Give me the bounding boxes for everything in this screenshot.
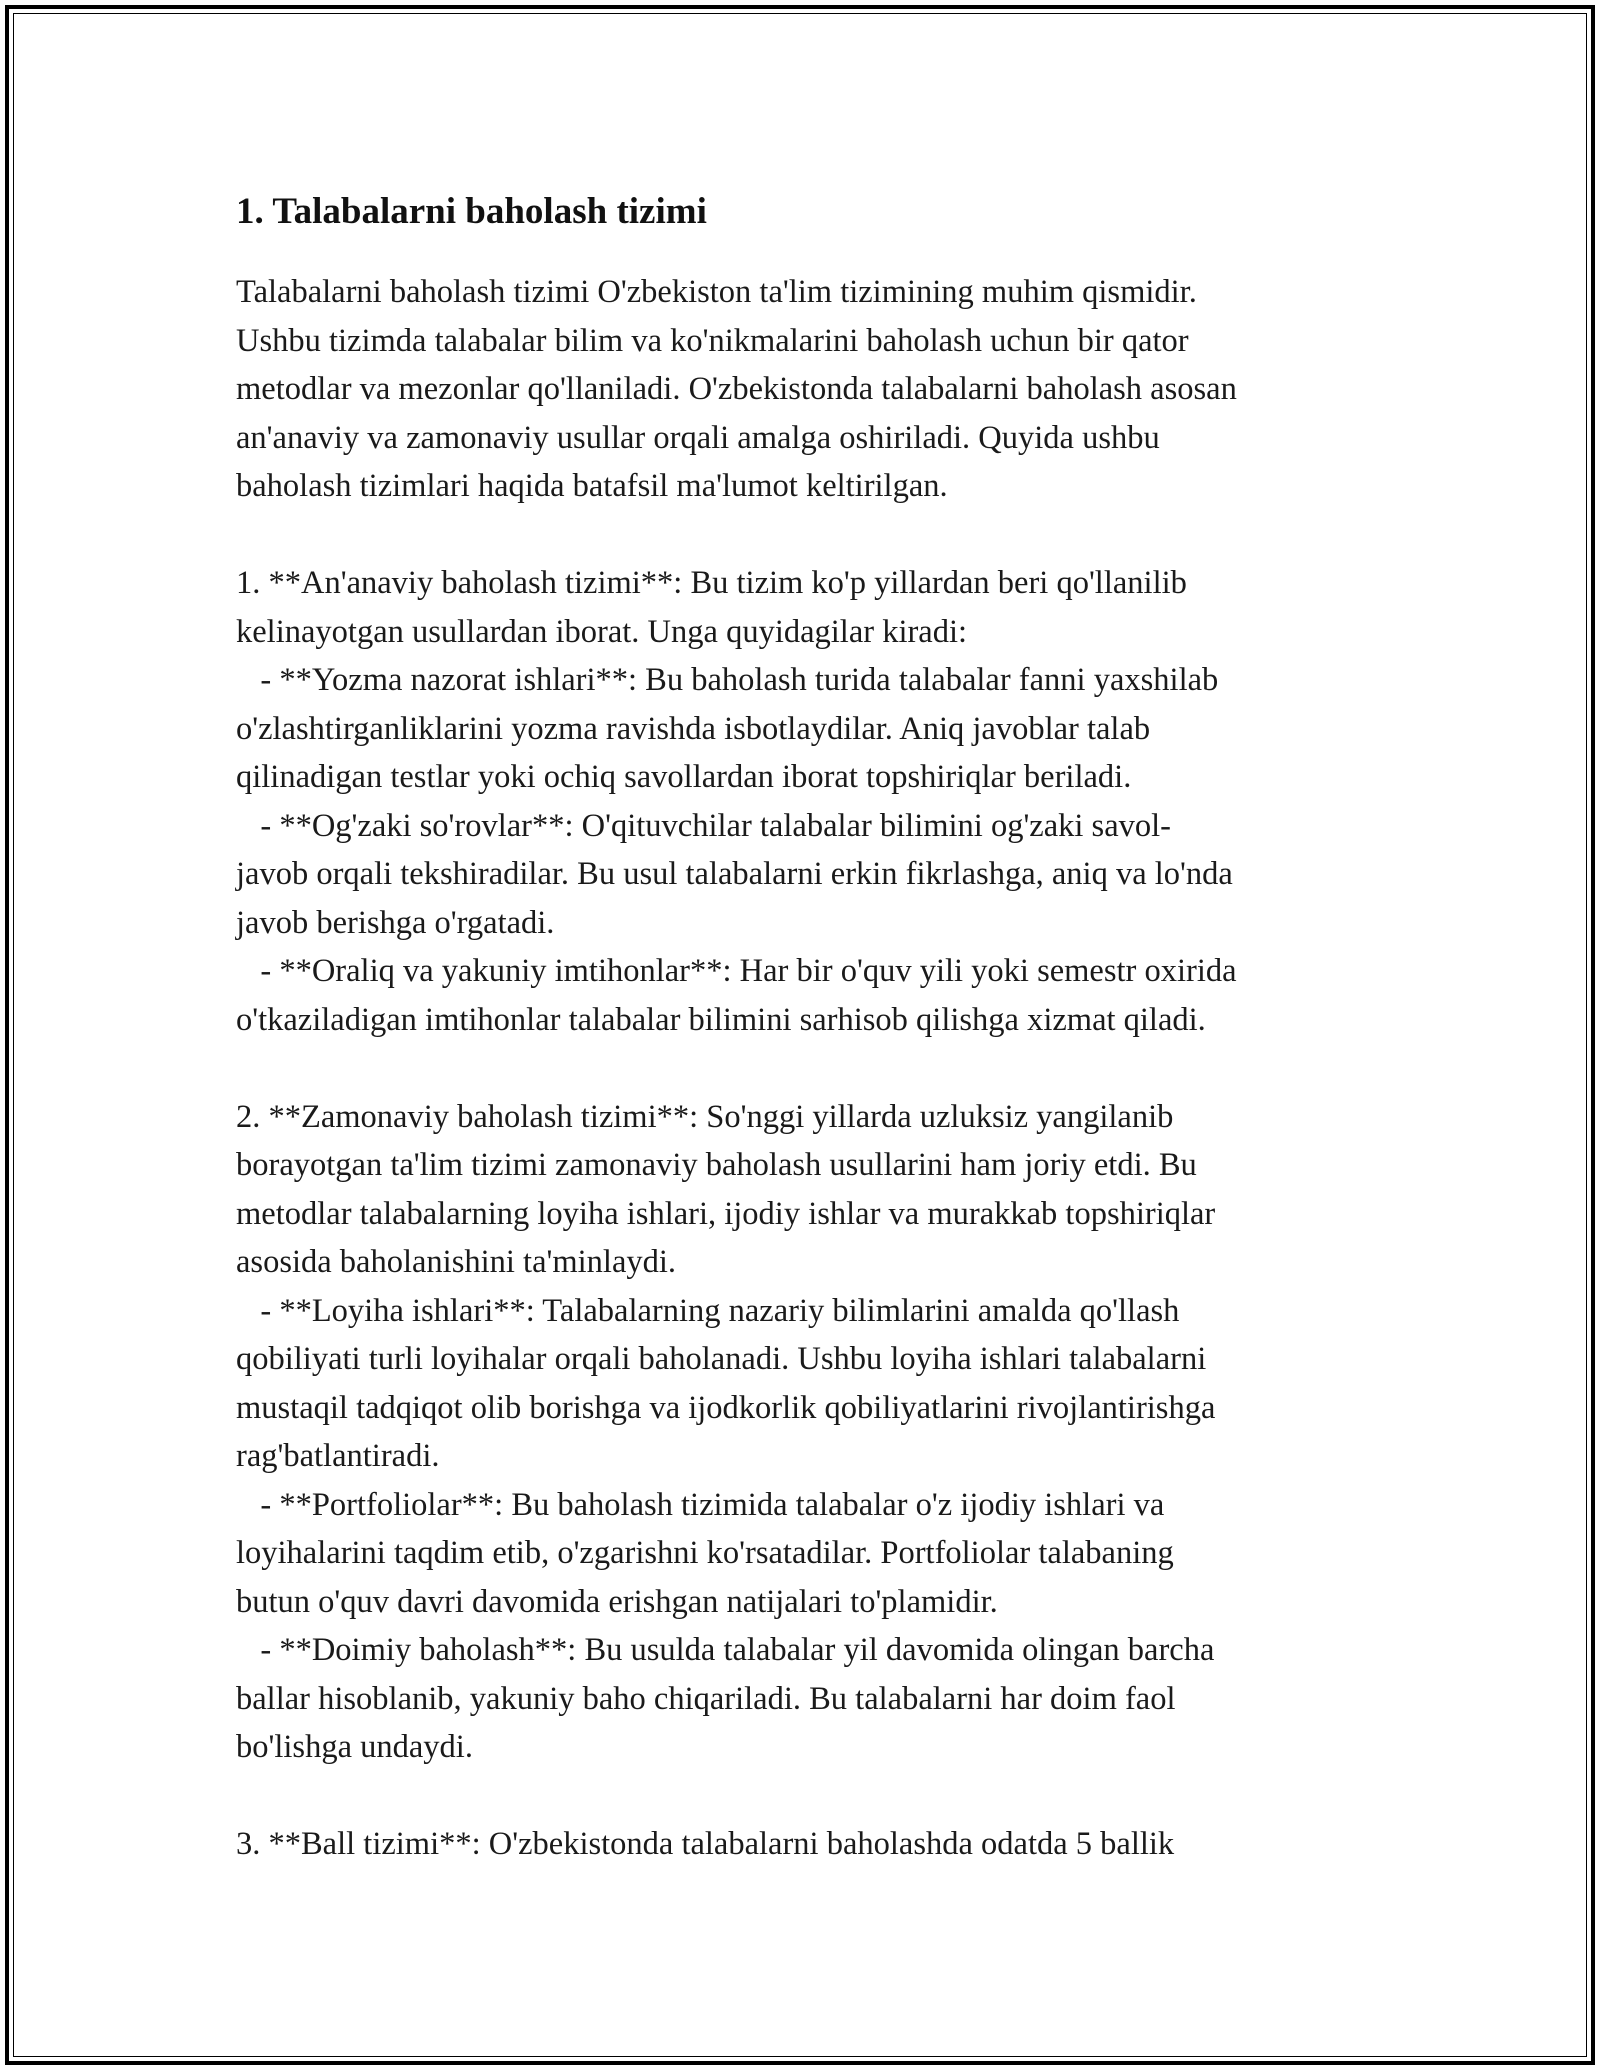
document-title: 1. Talabalarni baholash tizimi xyxy=(236,191,707,232)
document-content xyxy=(236,188,1376,1869)
document-body: Talabalarni baholash tizimi O'zbekiston ta'lim tizimining muhim qismidir. Ushbu tizimda talabalar bilim va ko'nikmalarini baholash uchun bir qator metodlar va mezonlar qo'llaniladi. O'zbekistonda talabalarni baholash asosan an'anaviy va zamonaviy usullar orqali amalga oshiriladi. Quyida ushbu baholash tizimlari haqida batafsil ma'lumot keltirilgan. 1. **An'anaviy baholash tizimi**: Bu tizim ko'p yillardan beri qo'llanilib kelinayotgan usullardan iborat. Unga quyidagilar kiradi: - **Yozma nazorat ishlari**: Bu baholash turida talabalar fanni yaxshilab o'zlashtirganliklarini yozma ravishda isbotlaydilar. Aniq javoblar talab qilinadigan testlar yoki ochiq savollardan iborat topshiriqlar beriladi. - **Og'zaki so'rovlar**: O'qituvchilar talabalar bilimini og'zaki savol- javob orqali tekshiradilar. Bu usul talabalarni erkin fikrlashga, aniq va lo'nda javob berishga o'rgatadi. - **Oraliq va yakuniy imtihonlar**: Har bir o'quv yili yoki semestr oxirida o'tkaziladigan imtihonlar talabalar bilimini sarhisob qilishga xizmat qiladi. 2. **Zamonaviy baholash tizimi**: So'nggi yillarda uzluksiz yangilanib borayotgan ta'lim tizimi zamonaviy baholash usullarini ham joriy etdi. Bu metodlar talabalarning loyiha ishlari, ijodiy ishlar va murakkab topshiriqlar asosida baholanishini ta'minlaydi. - **Loyiha ishlari**: Talabalarning nazariy bilimlarini amalda qo'llash qobiliyati turli loyihalar orqali baholanadi. Ushbu loyiha ishlari talabalarni mustaqil tadqiqot olib borishga va ijodkorlik qobiliyatlarini rivojlantirishga rag'batlantiradi. - **Portfoliolar**: Bu baholash tizimida talabalar o'z ijodiy ishlari va loyihalarini taqdim etib, o'zgarishni ko'rsatadilar. Portfoliolar talabaning butun o'quv davri davomida erishgan natijalari to'plamidir. - **Doimiy baholash**: Bu usulda talabalar yil davomida olingan barcha ballar hisoblanib, yakuniy baho chiqariladi. Bu talabalarni har doim faol bo'lishga undaydi. 3. **Ball tizimi**: O'zbekistonda talabalarni baholashda odatda 5 ballik xyxy=(236,274,1237,1862)
